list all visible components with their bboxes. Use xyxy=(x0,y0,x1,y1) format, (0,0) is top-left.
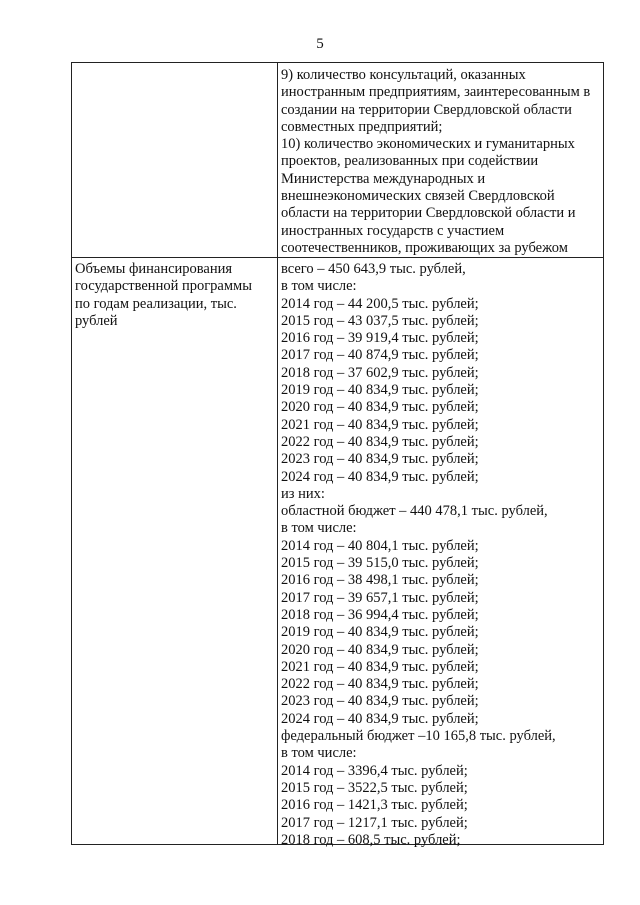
funding-line: 2015 год – 39 515,0 тыс. рублей; xyxy=(281,555,479,572)
funding-line: 2015 год – 43 037,5 тыс. рублей; xyxy=(281,312,479,329)
column-divider xyxy=(277,63,278,844)
funding-line: всего – 450 643,9 тыс. рублей, xyxy=(281,261,466,277)
funding-line: 2014 год – 44 200,5 тыс. рублей; xyxy=(281,295,479,312)
page-number: 5 xyxy=(316,36,324,52)
funding-line: 2015 год – 3522,5 тыс. рублей; xyxy=(281,779,468,796)
funding-line: 2024 год – 40 834,9 тыс. рублей; xyxy=(281,468,479,485)
indicator-line: 9) количество консультаций, оказанных xyxy=(281,67,526,83)
funding-line: 2023 год – 40 834,9 тыс. рублей; xyxy=(281,451,479,468)
funding-line: 2018 год – 608,5 тыс. рублей; xyxy=(281,831,461,848)
indicator-line: иностранных государств с участием xyxy=(281,222,505,239)
funding-line: из них: xyxy=(281,485,325,502)
funding-line: 2020 год – 40 834,9 тыс. рублей; xyxy=(281,641,479,658)
program-passport-table xyxy=(71,62,604,848)
indicator-line: 10) количество экономических и гуманитарных xyxy=(281,136,575,153)
funding-line: областной бюджет – 440 478,1 тыс. рублей, xyxy=(281,503,548,520)
indicator-line: совместных предприятий; xyxy=(281,118,443,135)
funding-line: 2016 год – 38 498,1 тыс. рублей; xyxy=(281,572,479,589)
indicator-line: области на территории Свердловской области и xyxy=(281,205,576,222)
funding-label-line: государственной программы xyxy=(75,278,252,295)
funding-label-line: по годам реализации, тыс. xyxy=(75,295,237,312)
funding-line: в том числе: xyxy=(281,278,357,295)
funding-line: 2019 год – 40 834,9 тыс. рублей; xyxy=(281,624,479,641)
funding-line: 2023 год – 40 834,9 тыс. рублей; xyxy=(281,693,479,710)
funding-line: 2021 год – 40 834,9 тыс. рублей; xyxy=(281,658,479,675)
funding-label-line: Объемы финансирования xyxy=(75,261,233,277)
funding-line: федеральный бюджет –10 165,8 тыс. рублей, xyxy=(281,728,556,745)
indicator-line: проектов, реализованных при содействии xyxy=(281,153,539,170)
funding-line: 2022 год – 40 834,9 тыс. рублей; xyxy=(281,676,479,693)
funding-line: 2019 год – 40 834,9 тыс. рублей; xyxy=(281,382,479,399)
funding-line: 2018 год – 36 994,4 тыс. рублей; xyxy=(281,606,479,623)
funding-line: 2024 год – 40 834,9 тыс. рублей; xyxy=(281,710,479,727)
funding-line: 2016 год – 1421,3 тыс. рублей; xyxy=(281,797,468,814)
funding-line: 2017 год – 39 657,1 тыс. рублей; xyxy=(281,589,479,606)
funding-line: 2020 год – 40 834,9 тыс. рублей; xyxy=(281,399,479,416)
funding-label-cell xyxy=(75,261,271,330)
indicator-line: Министерства международных и xyxy=(281,170,486,187)
indicator-line: создании на территории Свердловской области xyxy=(281,101,572,118)
funding-line: в том числе: xyxy=(281,745,357,762)
indicator-line: внешнеэкономических связей Свердловской xyxy=(281,188,555,205)
funding-line: 2014 год – 40 804,1 тыс. рублей; xyxy=(281,537,479,554)
indicator-line: соотечественников, проживающих за рубежом xyxy=(281,239,568,256)
funding-line: 2016 год – 39 919,4 тыс. рублей; xyxy=(281,330,479,347)
funding-label-line: рублей xyxy=(75,312,118,329)
funding-line: 2017 год – 40 874,9 тыс. рублей; xyxy=(281,347,479,364)
indicators-cell xyxy=(281,67,601,257)
indicator-line: иностранным предприятиям, заинтересованным в xyxy=(281,84,591,101)
funding-line: в том числе: xyxy=(281,520,357,537)
funding-line: 2018 год – 37 602,9 тыс. рублей; xyxy=(281,364,479,381)
funding-values-cell xyxy=(281,261,601,849)
funding-line: 2022 год – 40 834,9 тыс. рублей; xyxy=(281,433,479,450)
funding-line: 2021 год – 40 834,9 тыс. рублей; xyxy=(281,416,479,433)
funding-line: 2014 год – 3396,4 тыс. рублей; xyxy=(281,762,468,779)
funding-line: 2017 год – 1217,1 тыс. рублей; xyxy=(281,814,468,831)
